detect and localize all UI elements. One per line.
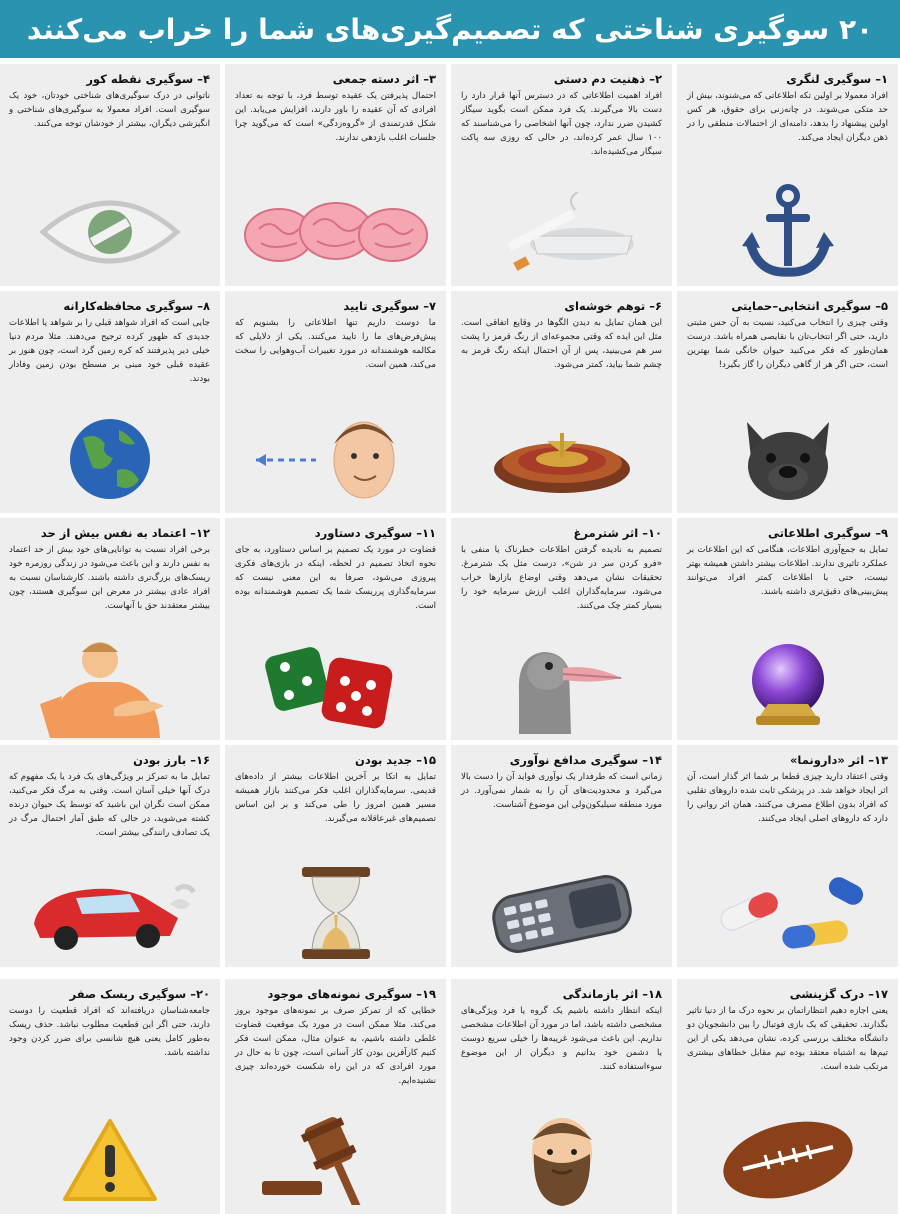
bias-card-title: ۱۳– اثر «دارونما» xyxy=(789,753,888,767)
bias-card-description: ناتوانی در درک سوگیری‌های شناختی خودتان، خود یک سوگیری است. افراد معمولا به سوگیری‌های شناختی و انگیزشی دیگران، بیشتر از خودشان توجه می‌کنند. xyxy=(9,91,210,129)
crashed-car-icon xyxy=(0,863,220,963)
brains-icon xyxy=(225,182,446,282)
bias-card xyxy=(677,979,898,1214)
bias-card-description: افراد معمولا بر اولین تکه اطلاعاتی که می‌شنوند، بیش از حد متکی می‌شوند. در چانه‌زنی برای حقوق، هر کس اولین پیشنهاد را بدهد، دامنه‌ای از احتمالات منطقی را در ذهن دیگران ایجاد می‌کند. xyxy=(687,91,888,143)
cigarette-ashtray-icon xyxy=(451,182,672,282)
bias-card-title: ۱۲– اعتماد به نفس بیش از حد xyxy=(40,526,210,540)
bias-card xyxy=(0,518,220,740)
bias-card xyxy=(677,291,898,513)
bias-card-title: ۷– سوگیری تایید xyxy=(343,299,436,313)
dice-icon xyxy=(225,636,446,736)
bias-card xyxy=(225,64,446,286)
bias-card xyxy=(225,291,446,513)
bias-card-description: جامعه‌شناسان دریافته‌اند که افراد قطعیت را دوست دارند، حتی اگر این قطعیت مطلوب نباشد. حذف ریسک به‌طور کامل یعنی هیچ شانسی برای ضرر کردن وجود نداشته باشد. xyxy=(9,1006,210,1058)
bias-card-description: جایی است که افراد شواهد قبلی را بر شواهد یا اطلاعات جدیدی که ظهور کرده ترجیح می‌دهند. مثلا مردم دنیا خیلی دیر پذیرفتند که کره زمین گرد است، چون هنوز بر عقیده قبلی خود مبنی بر مسطح بودن زمین وفادار بودند. xyxy=(9,318,210,384)
bias-card-title: ۱۸– اثر بازماندگی xyxy=(562,987,662,1001)
bias-card-description: این همان تمایل به دیدن الگوها در وقایع اتفاقی است. مثل این ایده که وقتی مجموعه‌ای از رنگ قرمز را پشت سر هم می‌بینید، پس از آن احتمال اینکه رنگ قرمز به چشم شما بیاید، کمتر می‌شود. xyxy=(461,318,662,370)
bias-card-description: یعنی اجازه دهیم انتظاراتمان بر نحوه درک ما از دنیا تاثیر بگذارند. تحقیقی که یک بازی فوتبال را بین دانشجویان دو دانشگاه مختلف بررسی کرده، نشان می‌دهد یکی از این تیم‌ها به اشتباه معتقد بوده تیم مقابل خطاهای بیشتری مرتکب شده است. xyxy=(687,1006,888,1072)
bias-card-description: برخی افراد نسبت به توانایی‌های خود بیش از حد اعتماد به نفس دارند و این باعث می‌شود در زندگی روزمره خود ریسک‌های بزرگ‌تری داشته باشند. کارشناسان نسبت به افراد عادی بیشتر در معرض این سوگیری هستند، چون بیشتر معتقدند حق با آنهاست. xyxy=(9,545,210,611)
bias-card-title: ۸– سوگیری محافظه‌کارانه xyxy=(63,299,210,313)
bias-card-title: ۳– اثر دسته جمعی xyxy=(332,72,436,86)
bias-card xyxy=(451,518,672,740)
bias-card-title: ۱۷– درک گزینشی xyxy=(789,987,888,1001)
bias-card xyxy=(225,745,446,967)
bias-card-description: وقتی اعتقاد دارید چیزی قطعا بر شما اثر گذار است، آن اثر ایجاد خواهد شد. در پزشکی ثابت شده داروهای تقلبی که افراد بدون اطلاع مصرف می‌کنند، همان اثر روانی را دارد که داروهای اصلی ایجاد می‌کنند. xyxy=(687,772,888,824)
hourglass-icon xyxy=(225,863,446,963)
bias-card-description: تمایل ما به تمرکز بر ویژگی‌های یک فرد یا یک مفهوم که درک آنها خیلی آسان است. وقتی به مرگ فکر می‌کنید، ممکن است نگران این باشید که توسط یک حیوان درنده کشته می‌شوید، در حالی که طبق آمار احتمال مرگ در یک تصادف رانندگی بیشتر است. xyxy=(9,772,210,838)
bias-card xyxy=(677,745,898,967)
bias-card xyxy=(677,64,898,286)
bias-card-title: ۵– سوگیری انتخابی–حمایتی xyxy=(731,299,888,313)
bias-card-description: زمانی است که طرفدار یک نوآوری فواید آن را دست بالا می‌گیرد و محدودیت‌های آن را به شمار نمی‌آورد. در مورد منطقه سیلیکون‌ولی این موضوع آشناست. xyxy=(461,772,662,810)
bearded-man-icon xyxy=(451,1110,672,1210)
bias-card-title: ۴– سوگیری نقطه کور xyxy=(86,72,210,86)
bias-card-title: ۱۹– سوگیری نمونه‌های موجود xyxy=(267,987,436,1001)
bias-card xyxy=(0,745,220,967)
bias-card-title: ۲۰– سوگیری ریسک صفر xyxy=(69,987,210,1001)
bias-card-description: اینکه انتظار داشته باشیم یک گروه یا فرد ویژگی‌های مشخصی داشته باشد، اما در مورد آن اطلاعات مشخصی نداریم. این باعث می‌شود غریبه‌ها را خیلی سریع دوست یا دشمن خود بدانیم و دیگران از این موضوع سوءاستفاده کنند. xyxy=(461,1006,662,1072)
confident-man-icon xyxy=(0,636,220,736)
bias-card xyxy=(677,518,898,740)
globe-icon xyxy=(0,409,220,509)
ostrich-icon xyxy=(451,636,672,736)
page-title: ۲۰ سوگیری شناختی که تصمیم‌گیری‌های شما را خراب می‌کنند xyxy=(26,12,874,46)
bias-card-description: تصمیم به نادیده گرفتن اطلاعات خطرناک یا منفی با «فرو کردن سر در شن»، درست مثل یک شترمرغ. تحقیقات نشان می‌دهد وقتی اوضاع بازارها خراب می‌شود، سرمایه‌گذاران اغلب ارزش سرمایه خود را بسیار کمتر چک می‌کنند. xyxy=(461,545,662,611)
gavel-icon xyxy=(225,1110,446,1210)
football-icon xyxy=(677,1110,898,1210)
bias-card-description: ما دوست داریم تنها اطلاعاتی را بشنویم که پیش‌فرض‌های ما را تایید می‌کنند. یکی از دلایلی که مکالمه هوشمندانه در مورد تغییرات آب‌وهوایی را سخت می‌کند، همین است. xyxy=(235,318,436,370)
bias-card-title: ۱۱– سوگیری دستاورد xyxy=(314,526,436,540)
bulldog-icon xyxy=(677,409,898,509)
bias-card-title: ۱۰– اثر شترمرغ xyxy=(573,526,662,540)
crystal-ball-icon xyxy=(677,636,898,736)
bias-card xyxy=(451,291,672,513)
bias-card-description: خطایی که از تمرکز صرف بر نمونه‌های موجود بروز می‌کند، مثلا ممکن است در مورد یک موقعیت قضاوت غلطی داشته باشیم، به عنوان مثال، ممکن است فکر کنیم کارآفرین بودن کار آسانی است، چون تا به حال در مورد افرادی که در این راه شکست خورده‌اند چیزی نشنیده‌ایم. xyxy=(235,1006,436,1086)
bias-card-description: احتمال پذیرفتن یک عقیده توسط فرد، با توجه به تعداد افرادی که آن عقیده را باور دارند، افزایش می‌یابد. این شکل قدرتمندی از «گروه‌زدگی» است که می‌گوید چرا جلسات اغلب بازدهی ندارند. xyxy=(235,91,436,143)
pills-icon xyxy=(677,863,898,963)
bias-card xyxy=(451,64,672,286)
bias-card xyxy=(0,979,220,1214)
page-header xyxy=(0,0,900,58)
mobile-phone-icon xyxy=(451,863,672,963)
bias-card-description: افراد اهمیت اطلاعاتی که در دسترس آنها قرار دارد را دست بالا می‌گیرند. یک فرد ممکن است بگوید سیگار کشیدن ضرر ندارد، چون آنها اشخاصی را می‌شناسند که ۱۰۰ سال عمر کرده‌اند، در حالی که روزی سه پاکت سیگار می‌کشیده‌اند. xyxy=(461,91,662,157)
bias-card-description: وقتی چیزی را انتخاب می‌کنید، نسبت به آن حس مثبتی دارید، حتی اگر انتخاب‌تان با نقایصی همراه باشد. درست همان‌طور که فکر می‌کنید حیوان خانگی شما بهترین است، حتی اگر هر از گاهی دیگران را گاز بگیرد! xyxy=(687,318,888,370)
bias-card-title: ۱۶– بارز بودن xyxy=(133,753,210,767)
bias-card xyxy=(225,518,446,740)
bias-card-title: ۱– سوگیری لنگری xyxy=(786,72,888,86)
warning-sign-icon xyxy=(0,1110,220,1210)
bias-card-description: قضاوت در مورد یک تصمیم بر اساس دستاورد، به جای نحوه اتخاذ تصمیم در لحظه، اینکه در بازی‌های فکری پیروزی می‌شود، صرفا به این معنی نیست که سرمایه‌گذاری پرریسک شما یک تصمیم هوشمندانه بوده است. xyxy=(235,545,436,611)
face-arrows-icon xyxy=(225,409,446,509)
bias-card xyxy=(451,745,672,967)
blind-eye-icon xyxy=(0,182,220,282)
bias-card-title: ۹– سوگیری اطلاعاتی xyxy=(767,526,888,540)
roulette-icon xyxy=(451,409,672,509)
bias-card xyxy=(0,64,220,286)
anchor-icon xyxy=(677,182,898,282)
bias-card-title: ۶– توهم خوشه‌ای xyxy=(564,299,662,313)
bias-card-title: ۱۵– جدید بودن xyxy=(355,753,436,767)
bias-card-description: تمایل به جمع‌آوری اطلاعات، هنگامی که این اطلاعات بر عملکرد تاثیری ندارند. اطلاعات بیشتر داشتن همیشه بهتر نیست، حتی با اطلاعات کمتر افراد می‌توانند پیش‌بینی‌های دقیق‌تری داشته باشند. xyxy=(687,545,888,597)
bias-card xyxy=(451,979,672,1214)
bias-card-title: ۲– ذهنیت دم دستی xyxy=(553,72,662,86)
bias-card xyxy=(0,291,220,513)
bias-card-title: ۱۴– سوگیری مدافع نوآوری xyxy=(509,753,662,767)
bias-card xyxy=(225,979,446,1214)
bias-card-description: تمایل به اتکا بر آخرین اطلاعات بیشتر از داده‌های قدیمی. سرمایه‌گذاران اغلب فکر می‌کنند بازار همیشه مسیر همین امروز را طی می‌کند و بر این اساس تصمیم‌های غیرعاقلانه می‌گیرند. xyxy=(235,772,436,824)
